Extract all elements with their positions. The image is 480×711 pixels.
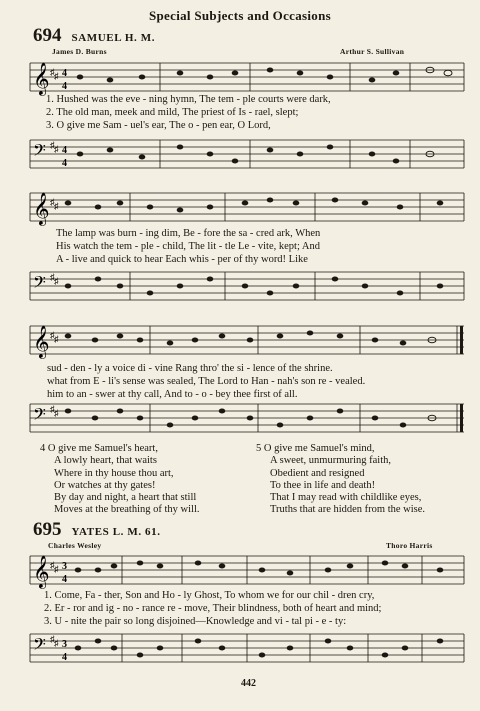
svg-text:♯: ♯	[50, 140, 55, 150]
stanza-line: Or watches at thy gates!	[54, 479, 156, 491]
lyric-line: A - live and quick to hear Each whis - per of thy word! Like	[56, 254, 308, 265]
stanza-4	[40, 443, 200, 517]
svg-text:4: 4	[62, 158, 67, 169]
svg-text:𝄞: 𝄞	[33, 192, 50, 225]
svg-text:♯: ♯	[50, 330, 55, 340]
stanza-line: A lowly heart, that waits	[54, 455, 157, 467]
stanza-line: Obedient and resigned	[270, 467, 365, 479]
svg-text:4: 4	[62, 574, 67, 585]
bass-staff	[0, 132, 480, 176]
svg-text:♯: ♯	[54, 564, 59, 574]
svg-text:♯: ♯	[50, 634, 55, 644]
treble-staff	[0, 318, 480, 360]
svg-text:♯: ♯	[50, 272, 55, 282]
lyric-line: The lamp was burn - ing dim, Be - fore the sa - cred ark, When	[56, 228, 321, 239]
hymn-695-composer: Thoro Harris	[386, 541, 433, 550]
svg-text:4: 4	[62, 652, 67, 663]
bass-staff	[0, 266, 480, 306]
lyric-line: 3. U - nite the pair so long disjoined—Knowledge and vi - tal pi - e - ty:	[44, 616, 347, 627]
svg-text:♯: ♯	[50, 404, 55, 414]
svg-text:♯: ♯	[54, 144, 59, 154]
svg-text:♯: ♯	[54, 334, 59, 344]
hymn-694-author: James D. Burns	[52, 47, 107, 56]
stanza-line: Moves at the breathing of thy will.	[54, 504, 200, 516]
stanza-line: Truths that are hidden from the wise.	[270, 504, 426, 516]
svg-text:♯: ♯	[54, 71, 59, 81]
svg-text:♯: ♯	[54, 201, 59, 211]
stanza-line: 5 O give me Samuel's mind,	[256, 443, 375, 454]
svg-text:𝄢: 𝄢	[33, 272, 46, 296]
running-head: Special Subjects and Occasions	[149, 8, 331, 23]
stanza-line: That I may read with childlike eyes,	[270, 492, 422, 504]
lyric-line: 3. O give me Sam - uel's ear, The o - pen ear, O Lord,	[46, 120, 271, 131]
hymn-694-heading	[33, 25, 155, 47]
svg-text:𝄢: 𝄢	[33, 634, 46, 658]
svg-text:♯: ♯	[54, 638, 59, 648]
bass-staff	[0, 628, 480, 668]
treble-staff	[0, 185, 480, 227]
svg-text:𝄞: 𝄞	[33, 325, 50, 358]
stanza-5	[256, 443, 425, 517]
stanza-line: By day and night, a heart that still	[54, 492, 197, 504]
svg-text:♯: ♯	[54, 276, 59, 286]
lyric-line: 1. Hushed was the eve - ning hymn, The tem - ple courts were dark,	[46, 94, 331, 105]
hymn-694-composer: Arthur S. Sullivan	[340, 47, 405, 56]
lyric-line: him to an - swer at thy call, And to - o - bey thee first of all.	[47, 389, 298, 400]
hymn-695-heading	[33, 519, 161, 541]
page-number: 442	[241, 678, 256, 689]
svg-text:4: 4	[62, 145, 67, 156]
svg-text:4: 4	[62, 68, 67, 79]
svg-text:3: 3	[62, 561, 67, 572]
stanza-line: To thee in life and death!	[270, 479, 376, 491]
svg-text:♯: ♯	[50, 197, 55, 207]
treble-staff	[0, 548, 480, 592]
stanza-line: 4 O give me Samuel's heart,	[40, 443, 158, 454]
svg-text:4: 4	[62, 81, 67, 92]
svg-text:𝄞: 𝄞	[33, 62, 50, 95]
stanza-line: Where in thy house thou art,	[54, 467, 174, 479]
hymn-695-author: Charles Wesley	[48, 541, 102, 550]
svg-text:3: 3	[62, 639, 67, 650]
stanza-line: A sweet, unmurmuring faith,	[270, 455, 392, 467]
tune-name: SAMUEL H. M.	[71, 32, 156, 44]
tune-name: YATES L. M. 61.	[71, 526, 161, 538]
svg-text:𝄢: 𝄢	[33, 404, 46, 428]
svg-text:𝄞: 𝄞	[33, 555, 50, 588]
lyric-line: His watch the tem - ple - child, The lit - tle Le - vite, kept; And	[56, 241, 320, 252]
svg-text:𝄢: 𝄢	[33, 140, 46, 164]
hymn-number: 694	[33, 25, 62, 46]
lyric-line: 2. The old man, meek and mild, The priest of Is - rael, slept;	[46, 107, 299, 118]
svg-text:♯: ♯	[50, 67, 55, 77]
hymn-number: 695	[33, 519, 62, 540]
lyric-line: 2. Er - ror and ig - no - rance re - move, Their blindness, both of heart and mind;	[44, 603, 382, 614]
svg-text:♯: ♯	[50, 560, 55, 570]
lyric-line: what from E - li's sense was sealed, The Lord to Han - nah's son re - vealed.	[47, 376, 366, 387]
lyric-line: sud - den - ly a voice di - vine Rang thro' the si - lence of the shrine.	[47, 363, 333, 374]
bass-staff	[0, 400, 480, 440]
lyric-line: 1. Come, Fa - ther, Son and Ho - ly Ghost, To whom we for our chil - dren cry,	[44, 590, 375, 601]
svg-text:♯: ♯	[54, 408, 59, 418]
